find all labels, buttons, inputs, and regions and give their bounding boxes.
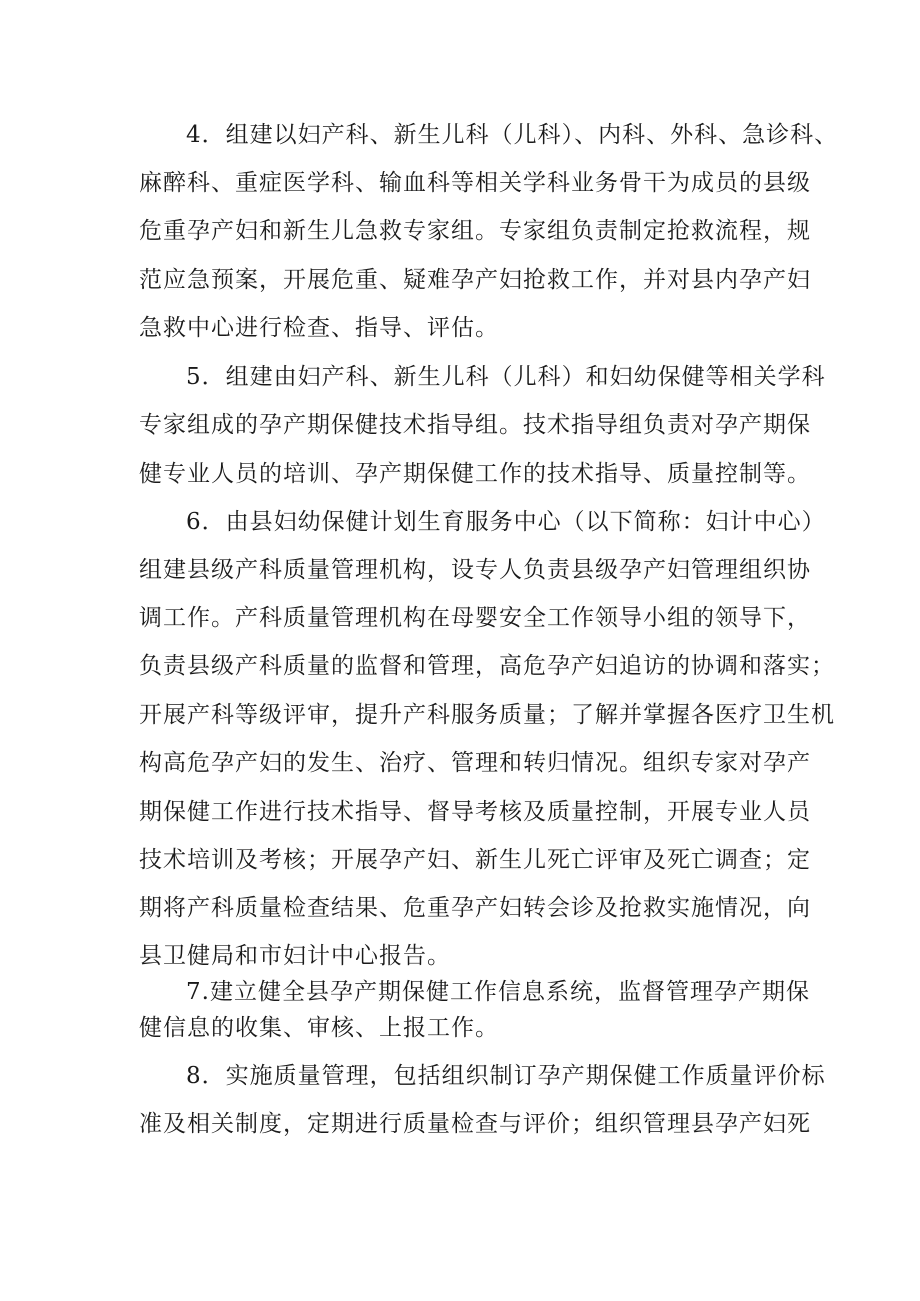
p4-line-3: 危重孕产妇和新生儿急救专家组。专家组负责制定抢救流程，规	[139, 218, 811, 244]
p7-line-2: 健信息的收集、审核、上报工作。	[139, 1015, 499, 1041]
p6-line-7: 期保健工作进行技术指导、督导考核及质量控制，开展专业人员	[139, 799, 811, 825]
p6-line-3: 调工作。产科质量管理机构在母婴安全工作领导小组的领导下，	[139, 605, 811, 631]
p5-line-3: 健专业人员的培训、孕产期保健工作的技术指导、质量控制等。	[139, 461, 811, 487]
p6-line-2: 组建县级产科质量管理机构，设专人负责县级孕产妇管理组织协	[139, 557, 811, 583]
p6-line-4: 负责县级产科质量的监督和管理，高危孕产妇追访的协调和落实；	[139, 653, 835, 679]
p4-line-1: 4．组建以妇产科、新生儿科（儿科）、内科、外科、急诊科、	[186, 122, 839, 148]
p6-line-1: 6．由县妇幼保健计划生育服务中心（以下简称：妇计中心）	[186, 509, 826, 535]
p4-line-2: 麻醉科、重症医学科、输血科等相关学科业务骨干为成员的县级	[139, 170, 811, 196]
p6-line-9: 期将产科质量检查结果、危重孕产妇转会诊及抢救实施情况，向	[139, 895, 811, 921]
p5-line-1: 5．组建由妇产科、新生儿科（儿科）和妇幼保健等相关学科	[186, 364, 826, 390]
p4-line-4: 范应急预案，开展危重、疑难孕产妇抢救工作，并对县内孕产妇	[139, 267, 811, 293]
p6-line-10: 县卫健局和市妇计中心报告。	[139, 943, 451, 969]
p6-line-6: 构高危孕产妇的发生、治疗、管理和转归情况。组织专家对孕产	[139, 750, 811, 776]
p5-line-2: 专家组成的孕产期保健技术指导组。技术指导组负责对孕产期保	[139, 412, 811, 438]
p7-line-1: 7.建立健全县孕产期保健工作信息系统，监督管理孕产期保	[186, 979, 810, 1005]
p6-line-8: 技术培训及考核；开展孕产妇、新生儿死亡评审及死亡调查；定	[139, 847, 811, 873]
p6-line-5: 开展产科等级评审，提升产科服务质量；了解并掌握各医疗卫生机	[139, 702, 835, 728]
p8-line-1: 8．实施质量管理，包括组织制订孕产期保健工作质量评价标	[186, 1063, 826, 1089]
p8-line-2: 准及相关制度，定期进行质量检查与评价；组织管理县孕产妇死	[139, 1111, 811, 1137]
p4-line-5: 急救中心进行检查、指导、评估。	[139, 315, 499, 341]
